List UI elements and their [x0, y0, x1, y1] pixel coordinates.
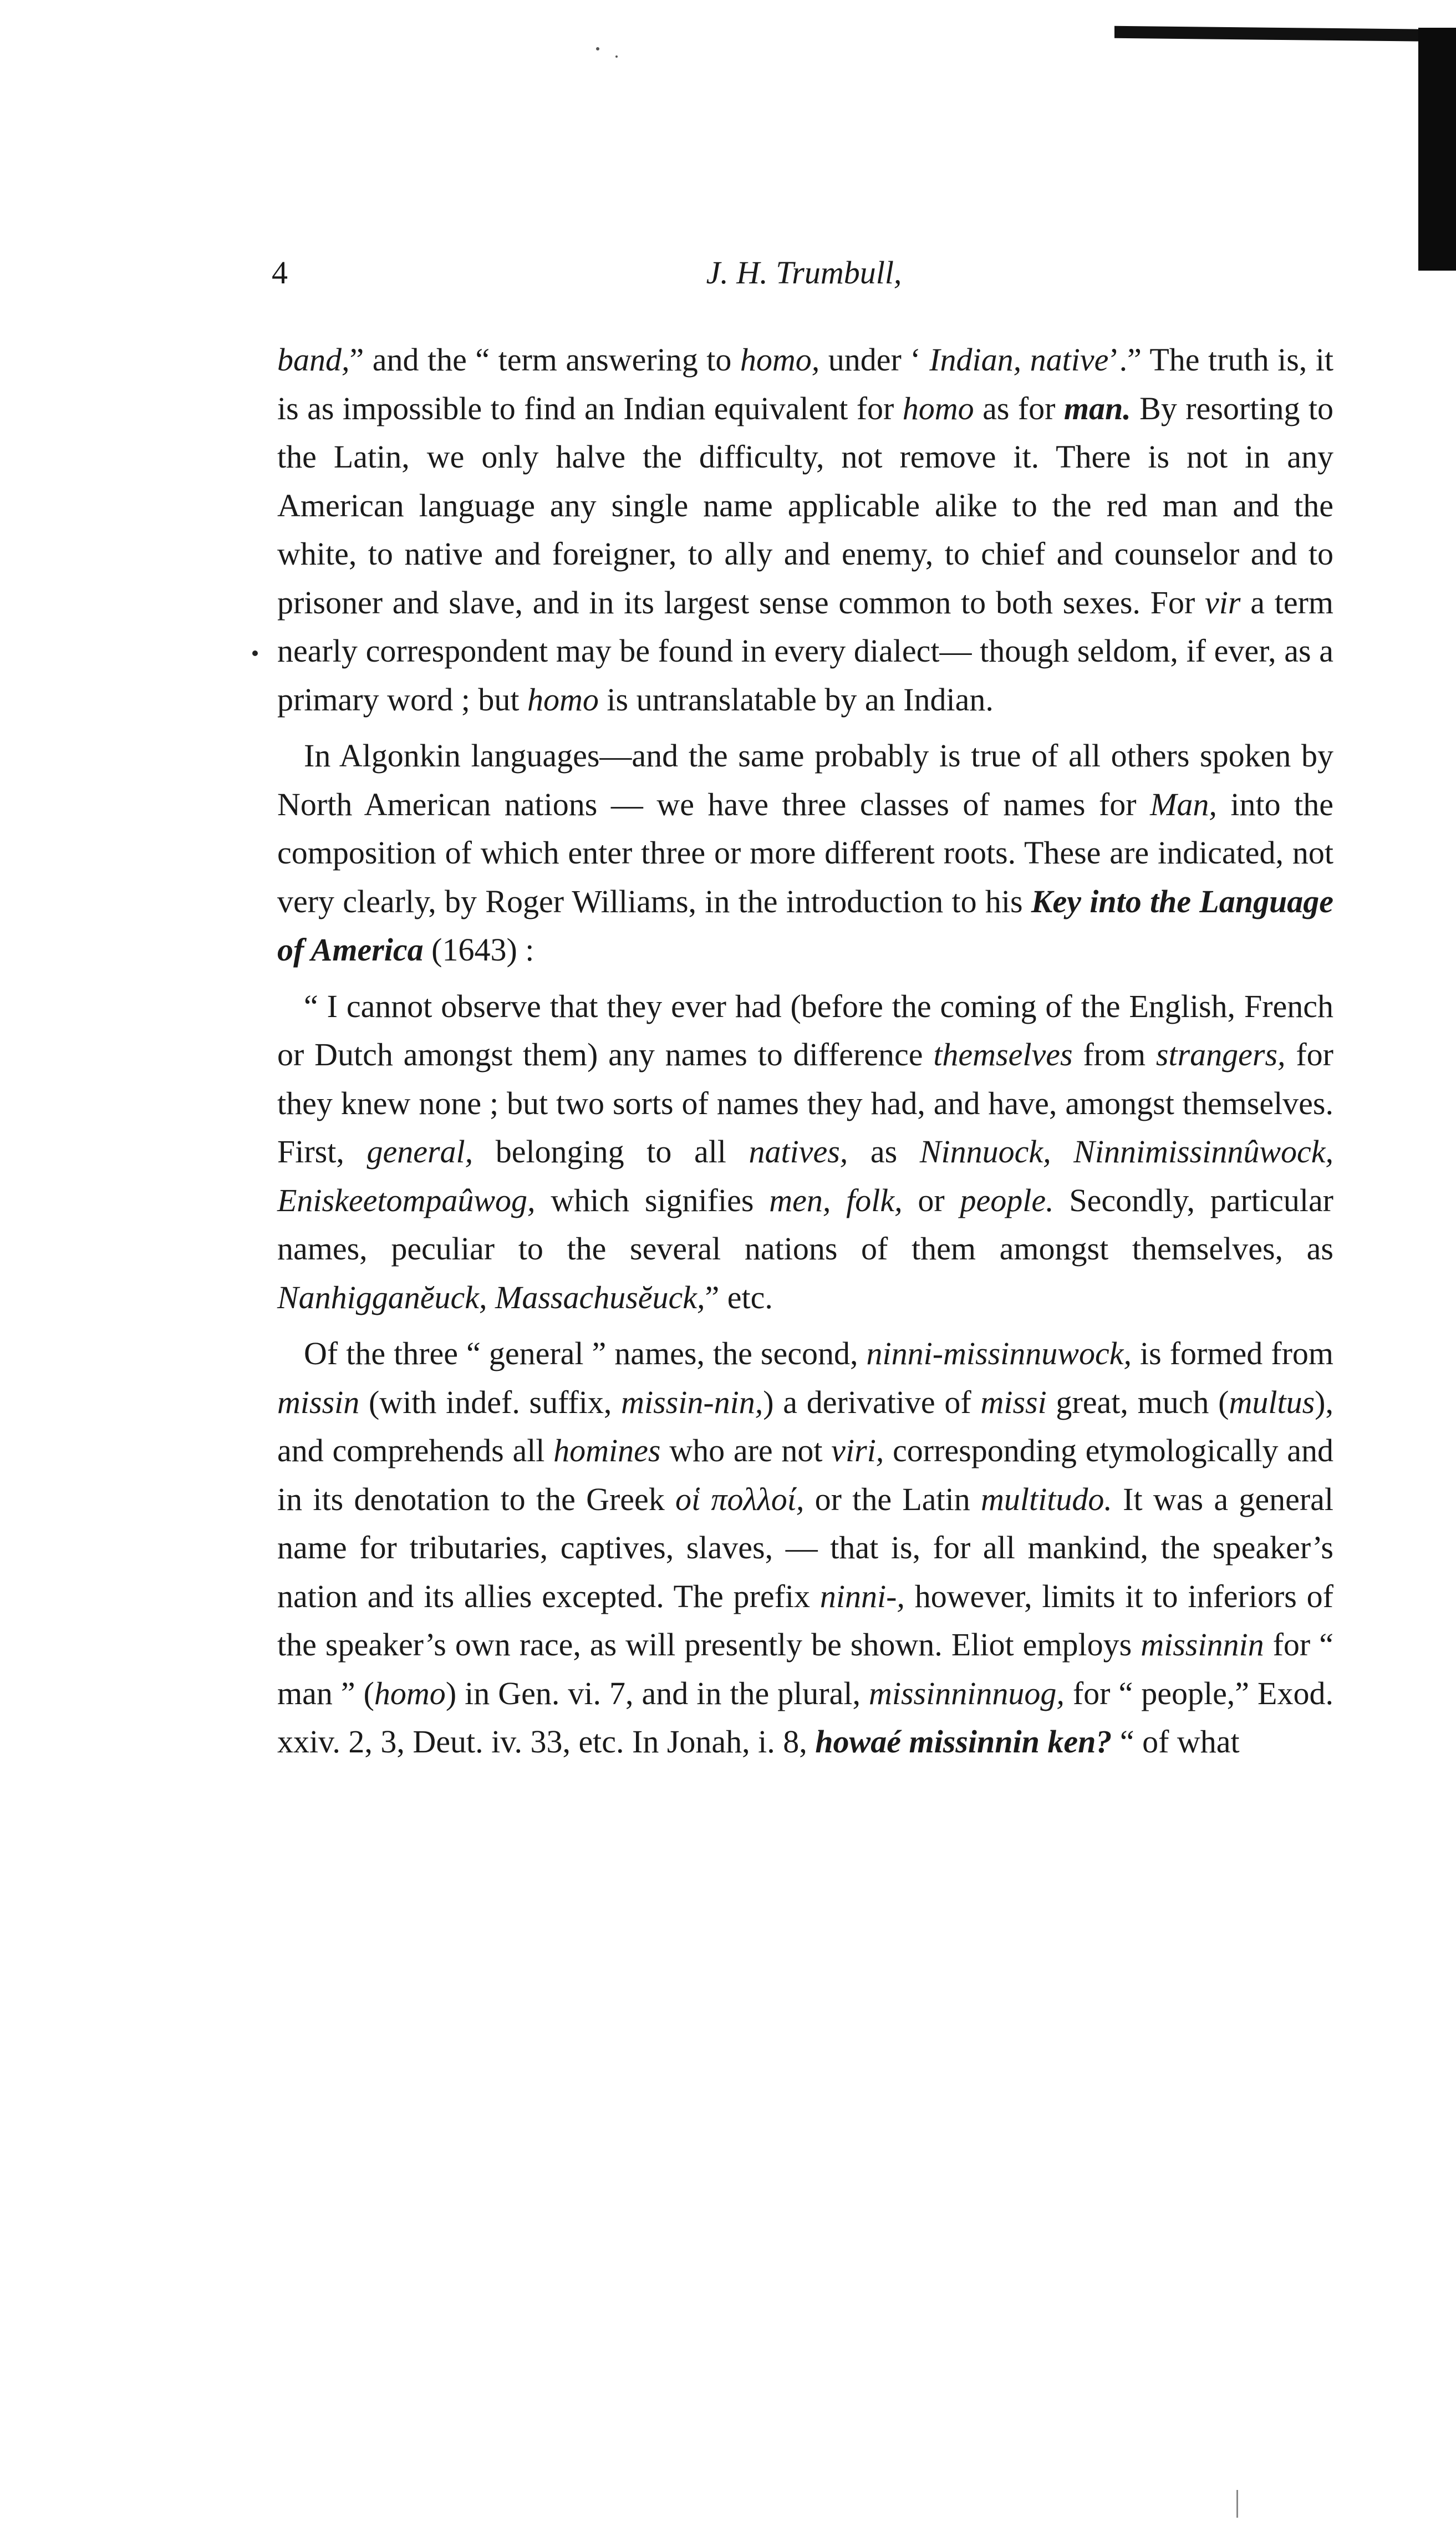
text-run: “ of what: [1112, 1724, 1240, 1760]
body-text: [277, 336, 1333, 1766]
text-run: ’.” The truth is, it is as impossible to find an Indian equivalent for: [277, 342, 1334, 426]
emphasized-text: people.: [960, 1182, 1054, 1218]
text-run: Secondly, particular names, peculiar to the several nations of them amongst themselves, as: [277, 1182, 1333, 1267]
running-head: J. H. Trumbull,: [706, 255, 902, 291]
text-run: Of the three “ general ” names, the second,: [304, 1335, 867, 1371]
emphasized-text: band,: [277, 342, 350, 378]
text-run: into the composition of which enter three or more different roots. These are indicated, not very clearly, by Roger Williams, in the introduction to his: [277, 786, 1333, 919]
text-run: It was a general name for tributaries, captives, slaves, — that is, for all mankind, the speaker’s nation and its allies excepted. The prefix: [277, 1481, 1334, 1614]
margin-mark: [252, 650, 258, 656]
emphasized-text: missinnin: [1141, 1627, 1264, 1663]
scan-mark: [1236, 2490, 1238, 2518]
text-run: or: [902, 1182, 960, 1218]
emphasized-text: general,: [366, 1134, 474, 1170]
text-run: is formed from: [1131, 1335, 1333, 1371]
text-run: or the Latin: [804, 1481, 981, 1517]
emphasized-text: viri,: [831, 1432, 884, 1468]
text-run: (1643) :: [423, 932, 534, 968]
emphasized-text: Key into the Language of America: [277, 883, 1333, 968]
text-run: By resorting to the Latin, we only halve the difficulty, not remove it. There is not in any American language any single name applicable alike to the red man and the white, to native and foreigner, to ally and enemy, to chief and counselor and to prisoner and slave, and in its largest sense common to both sexes. For: [277, 390, 1333, 621]
emphasized-text: ninni-missinnuwock,: [866, 1335, 1132, 1371]
binding-shadow-bar: [1114, 26, 1453, 42]
text-run: as for: [974, 390, 1064, 426]
text-run: a term nearly correspondent may be found in every dialect— though seldom, if ever, as a primary word ; but: [277, 584, 1334, 718]
text-run: for “ people,” Exod. xxiv. 2, 3, Deut. iv. 33, etc. In Jonah, i. 8,: [277, 1675, 1333, 1760]
emphasized-text: homo: [902, 390, 974, 426]
text-run: (with indef. suffix,: [359, 1384, 622, 1420]
scan-speck: [615, 55, 618, 58]
paragraph: [277, 731, 1333, 974]
emphasized-text: howaé missinnin ken?: [815, 1724, 1112, 1760]
emphasized-text: natives,: [749, 1134, 848, 1170]
text-run: ” and the “ term answering to: [349, 342, 740, 378]
text-run: is untranslatable by an Indian.: [598, 681, 994, 718]
scan-speck: [596, 47, 599, 50]
emphasized-text: vir: [1205, 584, 1241, 621]
text-run: In Algonkin languages—and the same probably is true of all others spoken by North American nations — we have three classes of names for: [277, 738, 1333, 822]
text-run: “ I cannot observe that they ever had (before the coming of the English, French or Dutch amongst them) any names to difference: [277, 988, 1333, 1073]
emphasized-text: missinninnuog,: [868, 1675, 1065, 1711]
text-run: however, limits it to inferiors of the speaker’s own race, as will presently be shown. Eliot employs: [277, 1578, 1333, 1663]
text-run: belonging to all: [473, 1134, 749, 1170]
text-run: from: [1072, 1036, 1156, 1073]
emphasized-text: missin: [277, 1384, 360, 1420]
emphasized-text: homo: [374, 1675, 446, 1711]
text-run: which signifies: [535, 1182, 770, 1218]
emphasized-text: missin-nin,: [621, 1384, 763, 1420]
paragraph: [277, 982, 1333, 1322]
text-run: who are not: [660, 1432, 832, 1468]
emphasized-text: ninni-,: [819, 1578, 905, 1614]
text-run: under ‘: [819, 342, 930, 378]
binding-shadow-edge: [1418, 28, 1456, 271]
emphasized-text: missi: [980, 1384, 1047, 1420]
emphasized-text: οἱ πολλοί,: [675, 1481, 805, 1517]
emphasized-text: themselves: [933, 1036, 1073, 1073]
emphasized-text: homo,: [740, 342, 820, 378]
emphasized-text: Man,: [1150, 786, 1217, 822]
page-number: 4: [272, 255, 288, 291]
text-run: ” etc.: [705, 1279, 773, 1315]
text-run: ) a derivative of: [763, 1384, 981, 1420]
emphasized-text: strangers,: [1155, 1036, 1286, 1073]
emphasized-text: multitudo.: [981, 1481, 1112, 1517]
emphasized-text: Indian, native: [929, 342, 1109, 378]
emphasized-text: homo: [527, 681, 599, 718]
text-run: corresponding etymologically and in its denotation to the Greek: [277, 1432, 1333, 1517]
text-run: for “ man ” (: [277, 1627, 1334, 1711]
emphasized-text: Ninnuock, Ninnimissinnûwock, Eniskeetompaûwog,: [277, 1134, 1333, 1218]
emphasized-text: homines: [553, 1432, 661, 1468]
text-run: great, much (: [1046, 1384, 1229, 1420]
page-header: [272, 251, 1336, 295]
emphasized-text: Nanhigganĕuck, Massachusĕuck,: [277, 1279, 705, 1315]
text-run: as: [848, 1134, 920, 1170]
text-run: ), and comprehends all: [277, 1384, 1333, 1468]
emphasized-text: men, folk,: [769, 1182, 903, 1218]
text-run: ) in Gen. vi. 7, and in the plural,: [445, 1675, 869, 1711]
paragraph: [277, 1329, 1333, 1766]
emphasized-text: multus: [1229, 1384, 1315, 1420]
text-run: for they knew none ; but two sorts of names they had, and have, amongst themselves. First,: [277, 1036, 1333, 1170]
paragraph: [277, 336, 1333, 724]
emphasized-text: man.: [1063, 390, 1131, 426]
